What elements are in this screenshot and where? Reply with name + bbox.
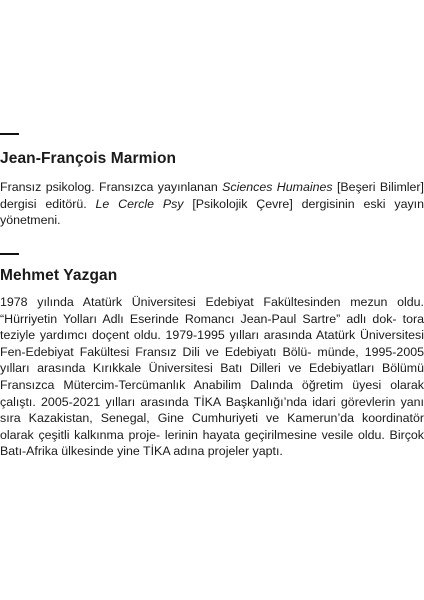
bio-text: Fransız psikolog. Fransızca yayınlanan [0, 180, 223, 194]
bio-line: 1978 yılında Atatürk Üniversitesi Edebiyat Fakültesinden mezun oldu. [0, 295, 424, 309]
section-divider [0, 133, 19, 135]
bio-line: Cumhuriyeti ve Kamerun’da koordinatör olarak çeşitli kalkınma proje- [0, 411, 424, 442]
bio-line: yine TİKA adına projeler yaptı. [117, 444, 283, 459]
bio-line: Dalında öğretim üyesi olarak çalıştı. 2005-2021 yılları arasında TİKA [0, 377, 424, 409]
bio-text: [Beşeri Bilimler] dergisi editörü. [0, 180, 424, 211]
bio-line: Üniversitesi Fen-Edebiyat Fakültesi Fransız Dili ve Edebiyatı Bölü- [0, 328, 424, 359]
section-divider [0, 253, 19, 255]
bio-line: ve Edebiyatları Bölümü Fransızca Mütercim-Tercümanlık Anabilim [0, 361, 424, 392]
journal-title: Sciences Humaines [222, 180, 333, 194]
bio-line: münde, 1995-2005 yılları arasında Kırıkkale Üniversitesi Batı Dilleri [0, 344, 424, 376]
translator-name: Mehmet Yazgan [0, 267, 118, 284]
author-bio [0, 179, 424, 229]
translator-bio [0, 294, 424, 460]
journal-title: Le Cercle Psy [95, 196, 184, 211]
author-name: Jean-François Marmion [0, 150, 177, 167]
bio-line: Başkanlığı’nda idari görevlerin yanı sıra Kazakistan, Senegal, Gine [0, 394, 424, 426]
bio-line: lerinin hayata geçirilmesine vesile oldu. Birçok Batı-Afrika ülkesinde [0, 427, 424, 459]
bio-line: “Hürriyetin Yolları Adlı Eserinde Romancı Jean-Paul Sartre” adlı dok- [0, 311, 397, 326]
bio-line: tora teziyle yardımcı doçent oldu. 1979-1995 yılları arasında Atatürk [0, 311, 424, 343]
bio-text: [Psikolojik Çevre] dergisinin eski yayın yönetmeni. [0, 196, 424, 228]
